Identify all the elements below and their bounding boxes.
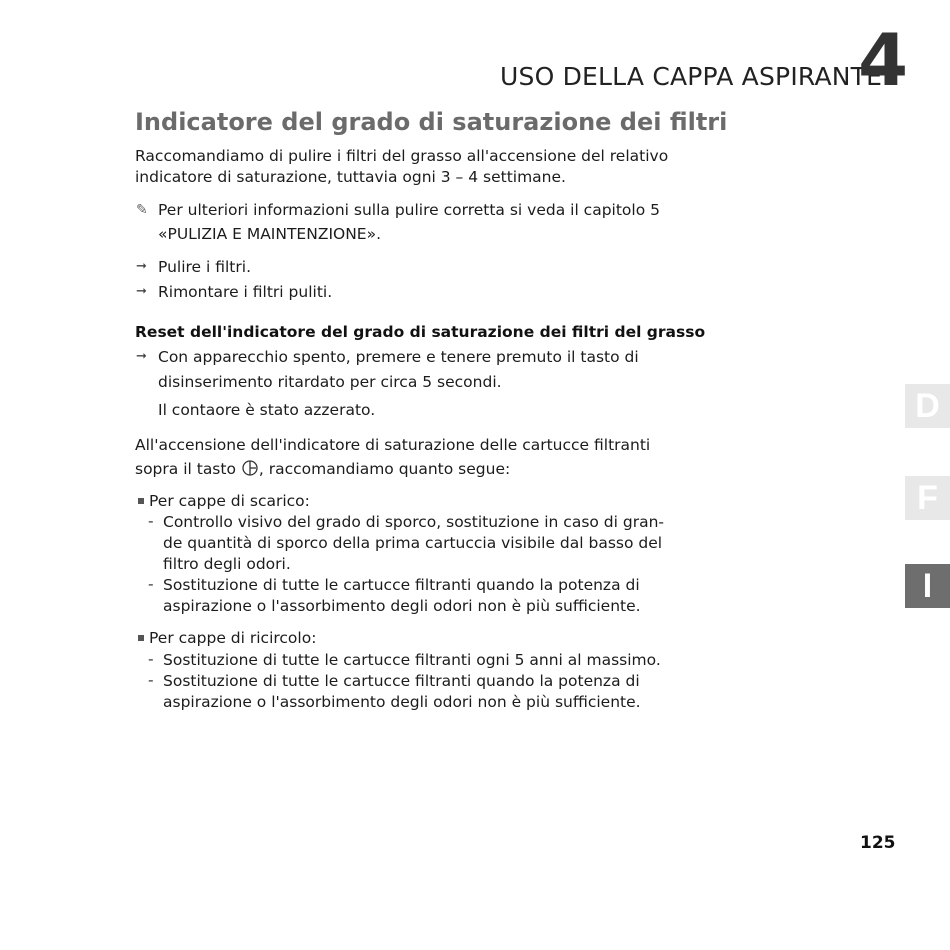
ricircolo-item-1: Sostituzione di tutte le cartucce filtranti ogni 5 anni al massimo. xyxy=(163,651,661,669)
pencil-note-icon: ✎ xyxy=(136,202,148,218)
scarico-item-2-line-1: Sostituzione di tutte le cartucce filtranti quando la potenza di xyxy=(163,576,640,594)
step-2: Rimontare i filtri puliti. xyxy=(158,283,333,301)
note-line-1: Per ulteriori informazioni sulla pulire corretta si veda il capitolo 5 xyxy=(158,201,660,219)
dash-marker: - xyxy=(148,671,154,689)
arrow-right-icon: ➞ xyxy=(136,349,147,364)
square-bullet-icon xyxy=(138,498,144,504)
ricircolo-item-2-line-2: aspirazione o l'assorbimento degli odori non è più sufficiente. xyxy=(163,693,641,711)
chapter-number: 4 xyxy=(858,18,909,102)
section-heading: Indicatore del grado di saturazione dei filtri xyxy=(135,108,728,136)
square-bullet-icon xyxy=(138,635,144,641)
reset-result: Il contaore è stato azzerato. xyxy=(158,401,376,419)
step-1: Pulire i filtri. xyxy=(158,258,251,276)
arrow-right-icon: ➞ xyxy=(136,284,147,299)
reset-step-line-1: Con apparecchio spento, premere e tenere premuto il tasto di xyxy=(158,348,639,366)
language-tab-i[interactable]: I xyxy=(905,564,950,608)
dash-marker: - xyxy=(148,512,154,530)
dash-marker: - xyxy=(148,575,154,593)
delayed-off-key-icon xyxy=(241,459,259,483)
ricircolo-item-2-line-1: Sostituzione di tutte le cartucce filtranti quando la potenza di xyxy=(163,672,640,690)
scarico-item-1-line-3: filtro degli odori. xyxy=(163,555,291,573)
language-tab-f[interactable]: F xyxy=(905,476,950,520)
cartridge-intro-after: , raccomandiamo quanto segue: xyxy=(258,460,511,478)
note-line-2: «PULIZIA E MAINTENZIONE». xyxy=(158,225,382,243)
intro-line-1: Raccomandiamo di pulire i filtri del grasso all'accensione del relativo xyxy=(135,147,669,165)
page-number: 125 xyxy=(860,833,896,853)
reset-heading: Reset dell'indicatore del grado di saturazione dei filtri del grasso xyxy=(135,323,706,341)
arrow-right-icon: ➞ xyxy=(136,259,147,274)
group-label-scarico: Per cappe di scarico: xyxy=(149,492,310,510)
scarico-item-1-line-2: de quantità di sporco della prima cartuccia visibile dal basso del xyxy=(163,534,663,552)
reset-step-line-2: disinserimento ritardato per circa 5 secondi. xyxy=(158,373,502,391)
dash-marker: - xyxy=(148,650,154,668)
intro-line-2: indicatore di saturazione, tuttavia ogni 3 – 4 settimane. xyxy=(135,168,566,186)
scarico-item-2-line-2: aspirazione o l'assorbimento degli odori non è più sufficiente. xyxy=(163,597,641,615)
chapter-title: USO DELLA CAPPA ASPIRANTE xyxy=(500,62,883,91)
scarico-item-1-line-1: Controllo visivo del grado di sporco, sostituzione in caso di gran- xyxy=(163,513,665,531)
group-label-ricircolo: Per cappe di ricircolo: xyxy=(149,629,317,647)
cartridge-intro-line-1: All'accensione dell'indicatore di saturazione delle cartucce filtranti xyxy=(135,436,651,454)
cartridge-intro-line-2 xyxy=(135,459,510,483)
cartridge-intro-before: sopra il tasto xyxy=(135,460,241,478)
language-tab-d[interactable]: D xyxy=(905,384,950,428)
